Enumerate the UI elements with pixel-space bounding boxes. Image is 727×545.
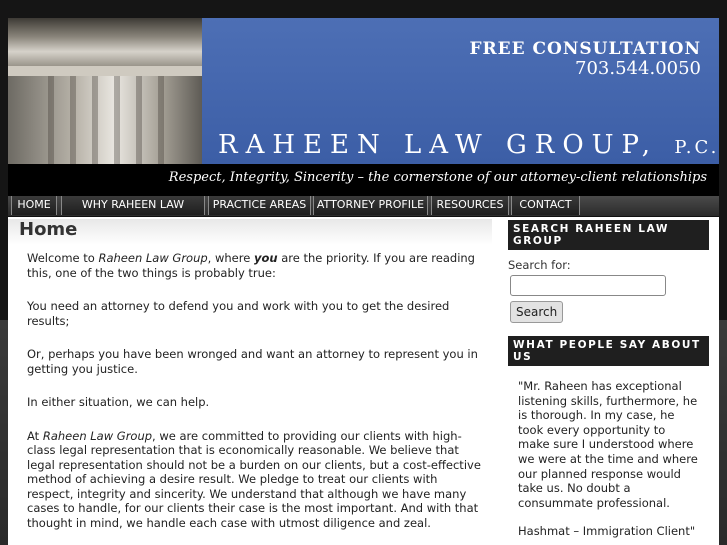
intro-text-a: Welcome to [27, 251, 99, 265]
paragraph-help: In either situation, we can help. [27, 395, 210, 409]
testimonial-heading: WHAT PEOPLE SAY ABOUT US [508, 336, 709, 366]
nav-why-raheen-law-group[interactable]: WHY RAHEEN LAW [61, 196, 205, 215]
page-title: Home [19, 219, 78, 240]
main-nav [8, 196, 719, 217]
tagline: Respect, Integrity, Sincerity – the cornerstone of our attorney-client relationships [168, 170, 707, 185]
column-abacus [8, 66, 202, 76]
search-heading: SEARCH RAHEEN LAW GROUP [508, 220, 709, 250]
column-flute [48, 76, 54, 164]
firm-name-emphasis: Raheen Law Group [42, 428, 153, 443]
paragraph-wronged: Or, perhaps you have been wronged and want an attorney to represent you in getting you justice. [27, 347, 478, 376]
phone-number[interactable]: 703.544.0050 [575, 58, 701, 79]
column-flute [136, 76, 142, 164]
free-consultation-label: FREE CONSULTATION [469, 39, 701, 59]
paragraph-commitment [27, 429, 487, 531]
column-flute [70, 76, 76, 164]
title-bar [8, 219, 492, 245]
search-button[interactable]: Search [510, 301, 563, 323]
intro-paragraph [27, 251, 487, 280]
search-input[interactable] [510, 275, 666, 296]
firm-name[interactable] [218, 130, 719, 160]
paragraph-defend: You need an attorney to defend you and work with you to get the desired results; [27, 299, 450, 328]
nav-practice-areas[interactable]: PRACTICE AREAS [208, 196, 311, 215]
nav-resources[interactable]: RESOURCES [431, 196, 509, 215]
column-flute [158, 76, 164, 164]
firm-name-emphasis: Raheen Law Group [98, 251, 208, 265]
commitment-text-a: At [27, 428, 43, 443]
page-container [8, 18, 719, 545]
nav-attorney-profile[interactable]: ATTORNEY PROFILE [313, 196, 428, 215]
column-flute [114, 76, 120, 164]
nav-contact[interactable]: CONTACT [511, 196, 580, 215]
firm-suffix: P.C. [674, 137, 719, 158]
commitment-text-c: , we are committed to providing our clients with high-class legal representation that is economically reasonable. We believe that legal representation should not be a burden on our clients, but a cost-effective method of achieving a desire result. We pledge to treat our clients with respect, integrity and sincerity. We understand that although we have many cases to handle, for our clients their case is the most important. And with that thought in mind, we handle each case with utmost diligence and zeal. [27, 428, 481, 530]
testimonial-text: "Mr. Raheen has exceptional listening skills, furthermore, he is thorough. In my case, he took every opportunity to make sure I understood where we were at the time and where our planned response would take us. No doubt a consummate professional. [518, 379, 698, 510]
you-emphasis: you [253, 251, 278, 265]
firm-name-text: RAHEEN LAW GROUP, [218, 130, 659, 160]
intro-text-e: are the priority. If you are reading this, one of the two things is probably true: [27, 251, 475, 280]
column-image [8, 18, 202, 164]
sidebar [508, 220, 709, 538]
intro-text-c: , where [207, 251, 254, 265]
nav-home[interactable]: HOME [11, 196, 57, 215]
column-flute [92, 76, 98, 164]
testimonial-attribution: Hashmat – Immigration Client" [518, 524, 696, 539]
main-area [8, 217, 719, 545]
site-header [8, 18, 719, 196]
column-capital [8, 18, 202, 66]
search-label: Search for: [508, 258, 571, 272]
main-content [27, 251, 487, 545]
